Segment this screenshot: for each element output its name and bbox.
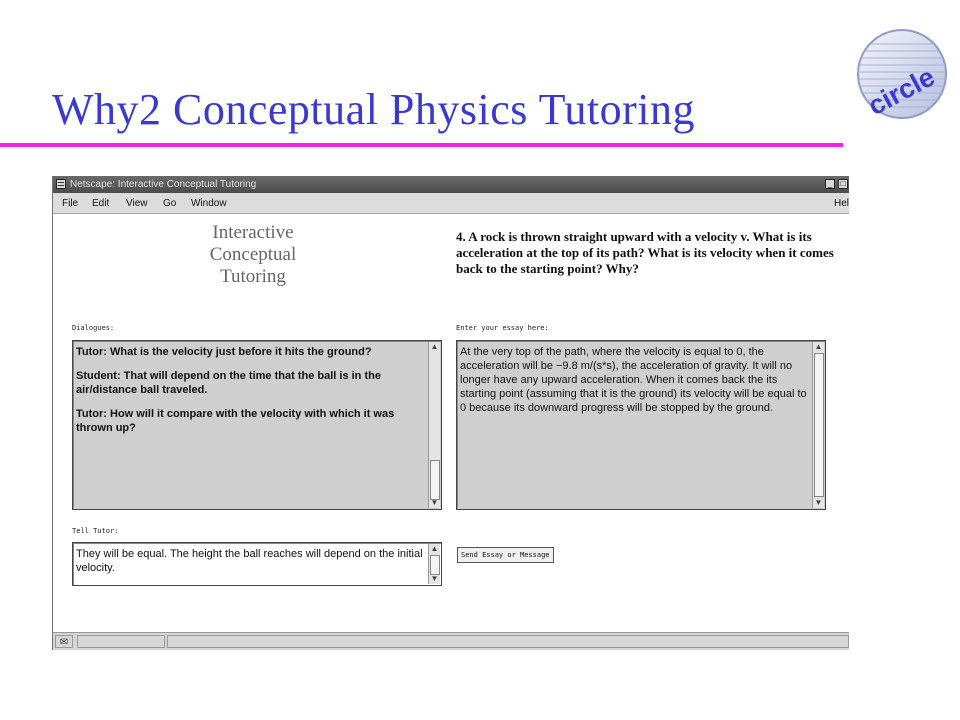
dialogues-panel	[72, 340, 442, 510]
window-titlebar	[53, 176, 849, 193]
browser-window	[52, 176, 849, 650]
status-bar	[53, 632, 849, 650]
dialogues-scrollbar[interactable]	[428, 342, 440, 508]
essay-textarea[interactable]	[456, 340, 826, 510]
status-cell	[77, 635, 165, 648]
window-title: Netscape: Interactive Conceptual Tutoring	[70, 179, 257, 190]
scroll-up-icon[interactable]: ▲	[430, 544, 439, 553]
scroll-up-icon[interactable]: ▲	[814, 342, 823, 351]
status-message	[167, 635, 849, 648]
scroll-thumb[interactable]	[430, 460, 440, 500]
menu-go[interactable]: Go	[163, 198, 177, 209]
title-underline	[0, 143, 843, 147]
essay-text: At the very top of the path, where the velocity is equal to 0, the acceleration will be −9.8 m/(s*s), the acceleration of gravity. It will no longer have any upward acceleration. When it comes back the its starting point (assuming that it is the ground) its velocity will be equal to 0 because its downward progress will be stopped by the ground.	[460, 346, 807, 414]
menu-help[interactable]: Hel	[833, 198, 849, 209]
minimize-icon[interactable]: _	[825, 179, 835, 189]
question-text: 4. A rock is thrown straight upward with a velocity v. What is its acceleration at the top of its path? What is its velocity when it comes back to the starting point? Why?	[456, 229, 834, 276]
logo-text: circle	[863, 61, 940, 122]
scroll-up-icon[interactable]: ▲	[430, 342, 439, 351]
window-menu-icon[interactable]	[56, 179, 66, 189]
tell-tutor-label: Tell Tutor:	[72, 527, 119, 535]
menu-edit[interactable]: Edit	[92, 198, 110, 209]
scroll-thumb[interactable]	[814, 353, 824, 497]
menu-view[interactable]: View	[126, 198, 148, 209]
app-logo-line: Conceptual	[209, 244, 297, 265]
slide-title: Why2 Conceptual Physics Tutoring	[52, 85, 696, 134]
page-content	[53, 214, 849, 632]
mail-icon[interactable]: ✉	[55, 635, 73, 648]
app-logo-text	[163, 222, 343, 288]
tell-tutor-input[interactable]	[72, 542, 442, 586]
scroll-thumb[interactable]	[430, 555, 440, 575]
app-logo-line: Interactive	[212, 222, 294, 243]
tell-tutor-scrollbar[interactable]	[428, 544, 440, 584]
dialogues-label: Dialogues:	[72, 324, 115, 332]
menu-file[interactable]: File	[62, 198, 79, 209]
essay-scrollbar[interactable]	[812, 342, 824, 508]
maximize-icon[interactable]: □	[838, 179, 848, 189]
scroll-down-icon[interactable]: ▼	[430, 574, 439, 583]
scroll-down-icon[interactable]: ▼	[814, 498, 823, 507]
app-logo-line: Tutoring	[220, 266, 286, 287]
scroll-down-icon[interactable]: ▼	[430, 498, 439, 507]
menu-bar	[53, 193, 849, 214]
dialogue-line: Tutor: What is the velocity just before it hits the ground?	[76, 346, 372, 358]
dialogue-line: Student: That will depend on the time that the ball is in the air/distance ball traveled.	[76, 370, 381, 396]
circle-logo	[852, 24, 952, 124]
dialogue-line: Tutor: How will it compare with the velocity with which it was thrown up?	[76, 408, 395, 434]
tell-tutor-text: They will be equal. The height the ball reaches will depend on the initial velocity.	[76, 548, 423, 574]
send-essay-button[interactable]: Send Essay or Message	[457, 547, 554, 563]
menu-window[interactable]: Window	[191, 198, 227, 209]
essay-label: Enter your essay here:	[456, 324, 549, 332]
